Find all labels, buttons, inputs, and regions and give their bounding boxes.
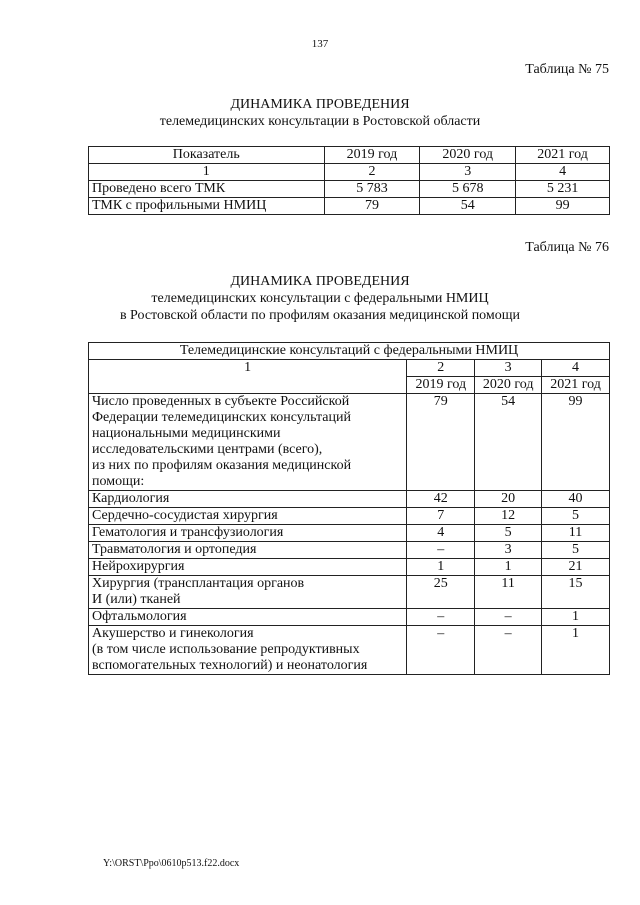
profile-cell: Гематология и трансфузиология: [89, 525, 407, 542]
table-row: [89, 198, 610, 215]
column-number-cell: 1: [89, 360, 407, 394]
table-row: [89, 542, 610, 559]
table-row: [89, 147, 610, 164]
profile-cell: Кардиология: [89, 491, 407, 508]
table-row: [89, 626, 610, 675]
profile-cell: Нейрохирургия: [89, 559, 407, 576]
profile-line: (в том числе использование репродуктивных: [92, 642, 360, 657]
table-76: [88, 342, 610, 675]
profile-cell: Офтальмология: [89, 609, 407, 626]
table-header-cell: 2019 год: [324, 147, 420, 164]
value-cell: 1: [542, 626, 610, 675]
column-number-cell: 3: [420, 164, 516, 181]
value-cell: 79: [324, 198, 420, 215]
profile-cell: [89, 626, 407, 675]
value-cell: 25: [407, 576, 475, 609]
page-number: 137: [311, 38, 329, 50]
table-row: [89, 360, 610, 377]
table-row: [89, 609, 610, 626]
table-header-cell: Показатель: [89, 147, 325, 164]
table-75-title: ДИНАМИКА ПРОВЕДЕНИЯ: [230, 97, 410, 112]
indicator-cell: ТМК с профильными НМИЦ: [89, 198, 325, 215]
value-cell: 1: [407, 559, 475, 576]
year-header-cell: 2021 год: [542, 377, 610, 394]
value-cell: 7: [407, 508, 475, 525]
table-row: [89, 181, 610, 198]
value-cell: 99: [542, 394, 610, 491]
indicator-cell: Проведено всего ТМК: [89, 181, 325, 198]
table-header-cell: 2020 год: [420, 147, 516, 164]
table-76-subtitle-1: телемедицинских консультации с федеральными НМИЦ: [151, 291, 489, 306]
profile-line: Число проведенных в субъекте Российской: [92, 394, 350, 409]
table-row: [89, 343, 610, 360]
profile-line: из них по профилям оказания медицинской: [92, 458, 352, 473]
table-row: [89, 491, 610, 508]
value-cell: 1: [475, 559, 542, 576]
table-75-label: Таблица № 75: [525, 62, 609, 77]
column-number-cell: 3: [475, 360, 542, 377]
table-row: [89, 394, 610, 491]
table-row: [89, 164, 610, 181]
value-cell: 99: [516, 198, 610, 215]
column-number-cell: 4: [516, 164, 610, 181]
value-cell: –: [407, 609, 475, 626]
value-cell: 1: [542, 609, 610, 626]
value-cell: 5: [475, 525, 542, 542]
value-cell: 5: [542, 508, 610, 525]
value-cell: 42: [407, 491, 475, 508]
table-76-subtitle-2: в Ростовской области по профилям оказания медицинской помощи: [119, 308, 521, 323]
column-number-cell: 2: [324, 164, 420, 181]
value-cell: 4: [407, 525, 475, 542]
column-number-cell: 1: [89, 164, 325, 181]
profile-cell: Травматология и ортопедия: [89, 542, 407, 559]
value-cell: 54: [475, 394, 542, 491]
value-cell: 20: [475, 491, 542, 508]
value-cell: 15: [542, 576, 610, 609]
table-row: [89, 559, 610, 576]
profile-line: национальными медицинскими: [92, 426, 281, 441]
value-cell: 21: [542, 559, 610, 576]
table-header-cell: Телемедицинские консультаций с федеральными НМИЦ: [89, 343, 610, 360]
value-cell: 5 231: [516, 181, 610, 198]
value-cell: 5 783: [324, 181, 420, 198]
profile-line: исследовательскими центрами (всего),: [92, 442, 323, 457]
value-cell: 11: [475, 576, 542, 609]
profile-line: Хирургия (трансплантация органов: [92, 576, 305, 591]
value-cell: –: [407, 542, 475, 559]
profile-line: вспомогательных технологий) и неонатология: [92, 658, 368, 673]
column-number-cell: 2: [407, 360, 475, 377]
year-header-cell: 2020 год: [475, 377, 542, 394]
table-row: [89, 576, 610, 609]
value-cell: –: [475, 626, 542, 675]
profile-line: Федерации телемедицинских консультаций: [92, 410, 351, 425]
value-cell: 79: [407, 394, 475, 491]
value-cell: –: [407, 626, 475, 675]
table-76-title: ДИНАМИКА ПРОВЕДЕНИЯ: [230, 274, 410, 289]
value-cell: 12: [475, 508, 542, 525]
value-cell: 5: [542, 542, 610, 559]
profile-line: помощи:: [92, 474, 145, 489]
value-cell: –: [475, 609, 542, 626]
value-cell: 40: [542, 491, 610, 508]
value-cell: 5 678: [420, 181, 516, 198]
value-cell: 11: [542, 525, 610, 542]
profile-line: Акушерство и гинекология: [92, 626, 254, 641]
profile-cell: Сердечно-сосудистая хирургия: [89, 508, 407, 525]
table-75-subtitle: телемедицинских консультации в Ростовской области: [159, 114, 481, 129]
year-header-cell: 2019 год: [407, 377, 475, 394]
file-path-footer: Y:\ORST\Ppo\0610p513.f22.docx: [103, 858, 240, 869]
table-row: [89, 508, 610, 525]
table-76-label: Таблица № 76: [525, 240, 609, 255]
table-75: [88, 146, 610, 215]
value-cell: 3: [475, 542, 542, 559]
profile-line: И (или) тканей: [92, 592, 181, 607]
value-cell: 54: [420, 198, 516, 215]
profile-cell: [89, 576, 407, 609]
column-number-cell: 4: [542, 360, 610, 377]
table-header-cell: 2021 год: [516, 147, 610, 164]
profile-cell: [89, 394, 407, 491]
table-row: [89, 525, 610, 542]
